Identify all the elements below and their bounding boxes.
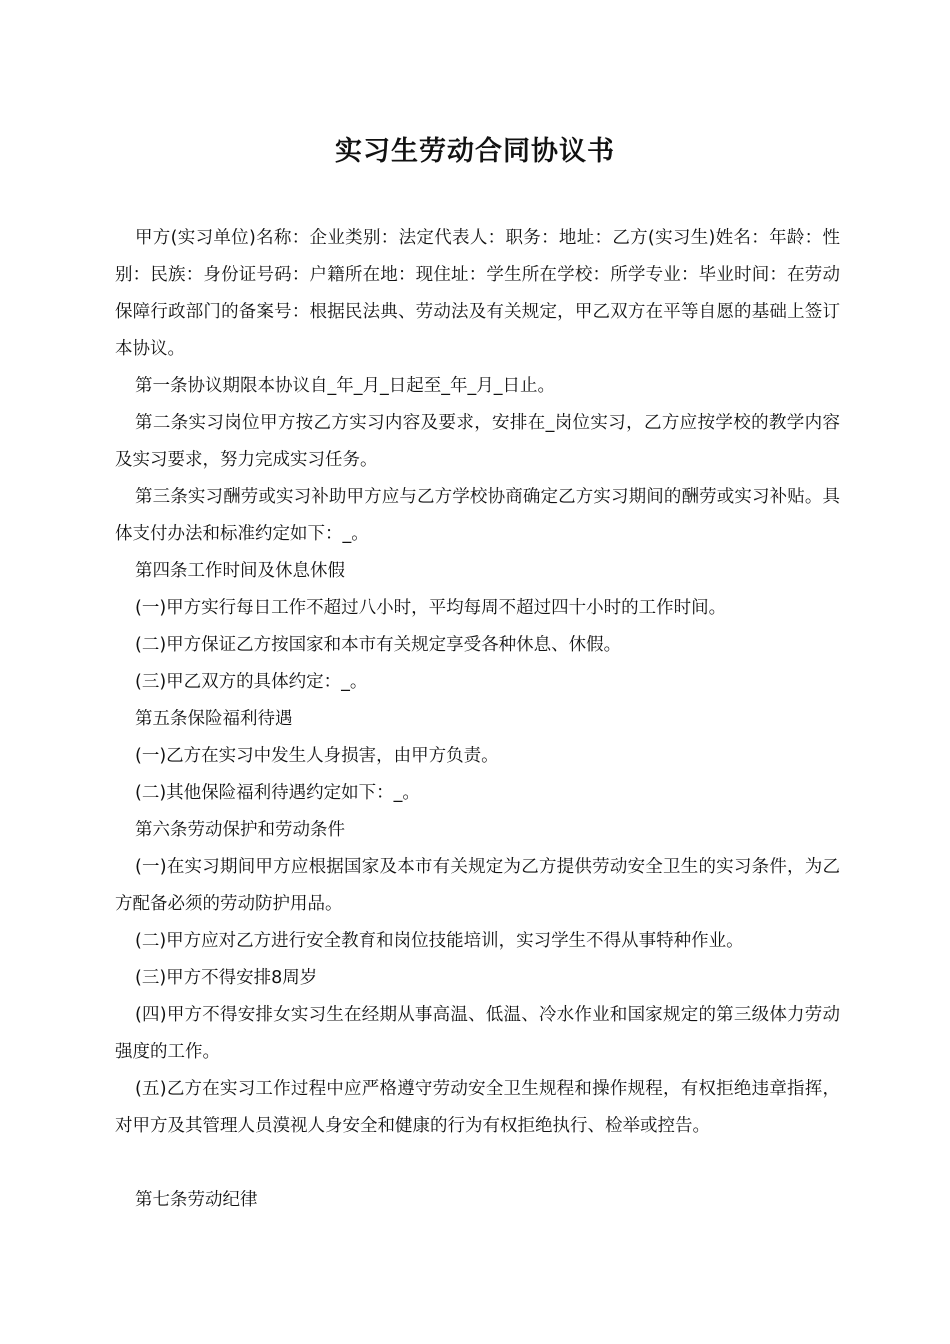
document-body [115,220,840,1219]
paragraph-parties: 甲方(实习单位)名称：企业类别：法定代表人：职务：地址：乙方(实习生)姓名：年龄：性别：民族：身份证号码：户籍所在地：现住址：学生所在学校：所学专业：毕业时间：在劳动保障行政部门的备案号：根据民法典、劳动法及有关规定，甲乙双方在平等自愿的基础上签订本协议。 [115,228,840,359]
paragraph-article-4-item-3: (三)甲乙双方的具体约定：_。 [135,672,368,692]
paragraph-article-6-item-1: (一)在实习期间甲方应根据国家及本市有关规定为乙方提供劳动安全卫生的实习条件，为乙方配备必须的劳动防护用品。 [115,857,840,914]
paragraph-article-6-item-3: (三)甲方不得安排8周岁 [135,968,318,988]
paragraph-article-6-item-2: (二)甲方应对乙方进行安全教育和岗位技能培训，实习学生不得从事特种作业。 [135,931,744,951]
document-title: 实习生劳动合同协议书 [335,136,615,167]
paragraph-article-6-item-5: (五)乙方在实习工作过程中应严格遵守劳动安全卫生规程和操作规程，有权拒绝违章指挥，对甲方及其管理人员漠视人身安全和健康的行为有权拒绝执行、检举或控告。 [115,1079,840,1136]
paragraph-article-4-item-2: (二)甲方保证乙方按国家和本市有关规定享受各种休息、休假。 [135,635,622,655]
paragraph-article-6-item-4: (四)甲方不得安排女实习生在经期从事高温、低温、冷水作业和国家规定的第三级体力劳动强度的工作。 [115,1005,840,1062]
paragraph-article-5-heading: 第五条保险福利待遇 [135,709,293,729]
paragraph-article-1: 第一条协议期限本协议自_年_月_日起至_年_月_日止。 [135,376,555,396]
paragraph-article-5-item-1: (一)乙方在实习中发生人身损害，由甲方负责。 [135,746,499,766]
paragraph-article-3: 第三条实习酬劳或实习补助甲方应与乙方学校协商确定乙方实习期间的酬劳或实习补贴。具体支付办法和标准约定如下：_。 [115,487,840,544]
paragraph-article-4-item-1: (一)甲方实行每日工作不超过八小时，平均每周不超过四十小时的工作时间。 [135,598,727,618]
paragraph-article-7-heading: 第七条劳动纪律 [135,1190,258,1210]
paragraph-article-5-item-2: (二)其他保险福利待遇约定如下：_。 [135,783,420,803]
paragraph-article-6-heading: 第六条劳动保护和劳动条件 [135,820,345,840]
paragraph-article-4-heading: 第四条工作时间及休息休假 [135,561,345,581]
paragraph-article-2: 第二条实习岗位甲方按乙方实习内容及要求，安排在_岗位实习，乙方应按学校的教学内容及实习要求，努力完成实习任务。 [115,413,840,470]
